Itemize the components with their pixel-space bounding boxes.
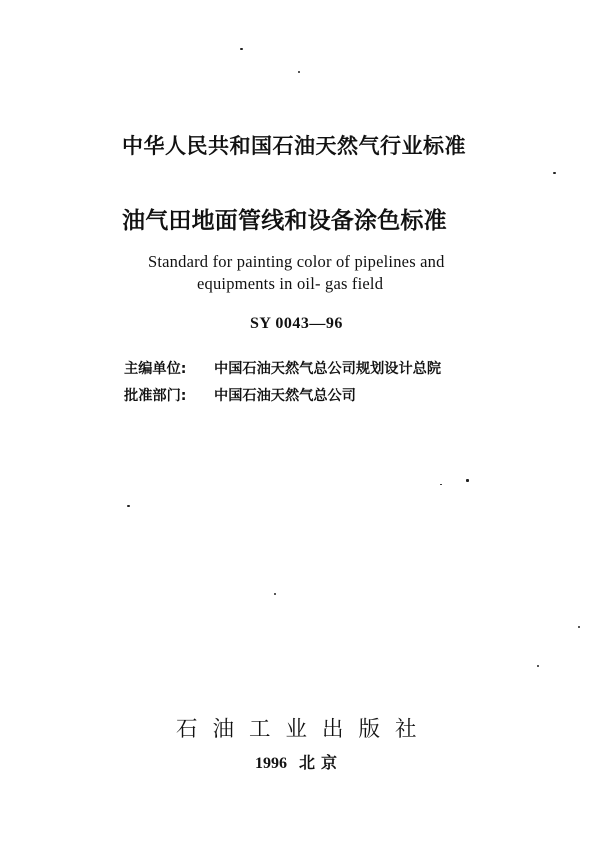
editor-row [124,358,441,378]
standard-code: SY 0043—96 [250,315,343,332]
approver-value: 中国石油天然气总公司 [214,388,356,404]
scan-speck [537,665,539,667]
approver-row [124,385,356,405]
scan-speck [578,626,580,628]
editor-value: 中国石油天然气总公司规划设计总院 [214,361,442,377]
industry-standard-heading: 中华人民共和国石油天然气行业标准 [122,134,466,158]
editor-label: 主编单位: [124,361,187,377]
approver-label: 批准部门: [124,388,187,404]
scan-speck [240,48,243,50]
document-title-chinese: 油气田地面管线和设备涂色标准 [122,208,447,234]
publication-year-place [255,750,343,773]
scan-speck [127,505,130,507]
scan-speck [440,484,442,485]
publication-place: 北京 [299,753,344,772]
scan-speck [553,172,556,174]
publisher-name: 石油工业出版社 [176,717,432,742]
scan-speck [298,71,300,73]
document-title-english-line2: equipments in oil- gas field [197,274,384,293]
scan-speck [466,479,469,482]
publication-year: 1996 [255,755,287,772]
document-title-english-line1: Standard for painting color of pipelines and [148,252,445,271]
scan-speck [274,593,276,595]
